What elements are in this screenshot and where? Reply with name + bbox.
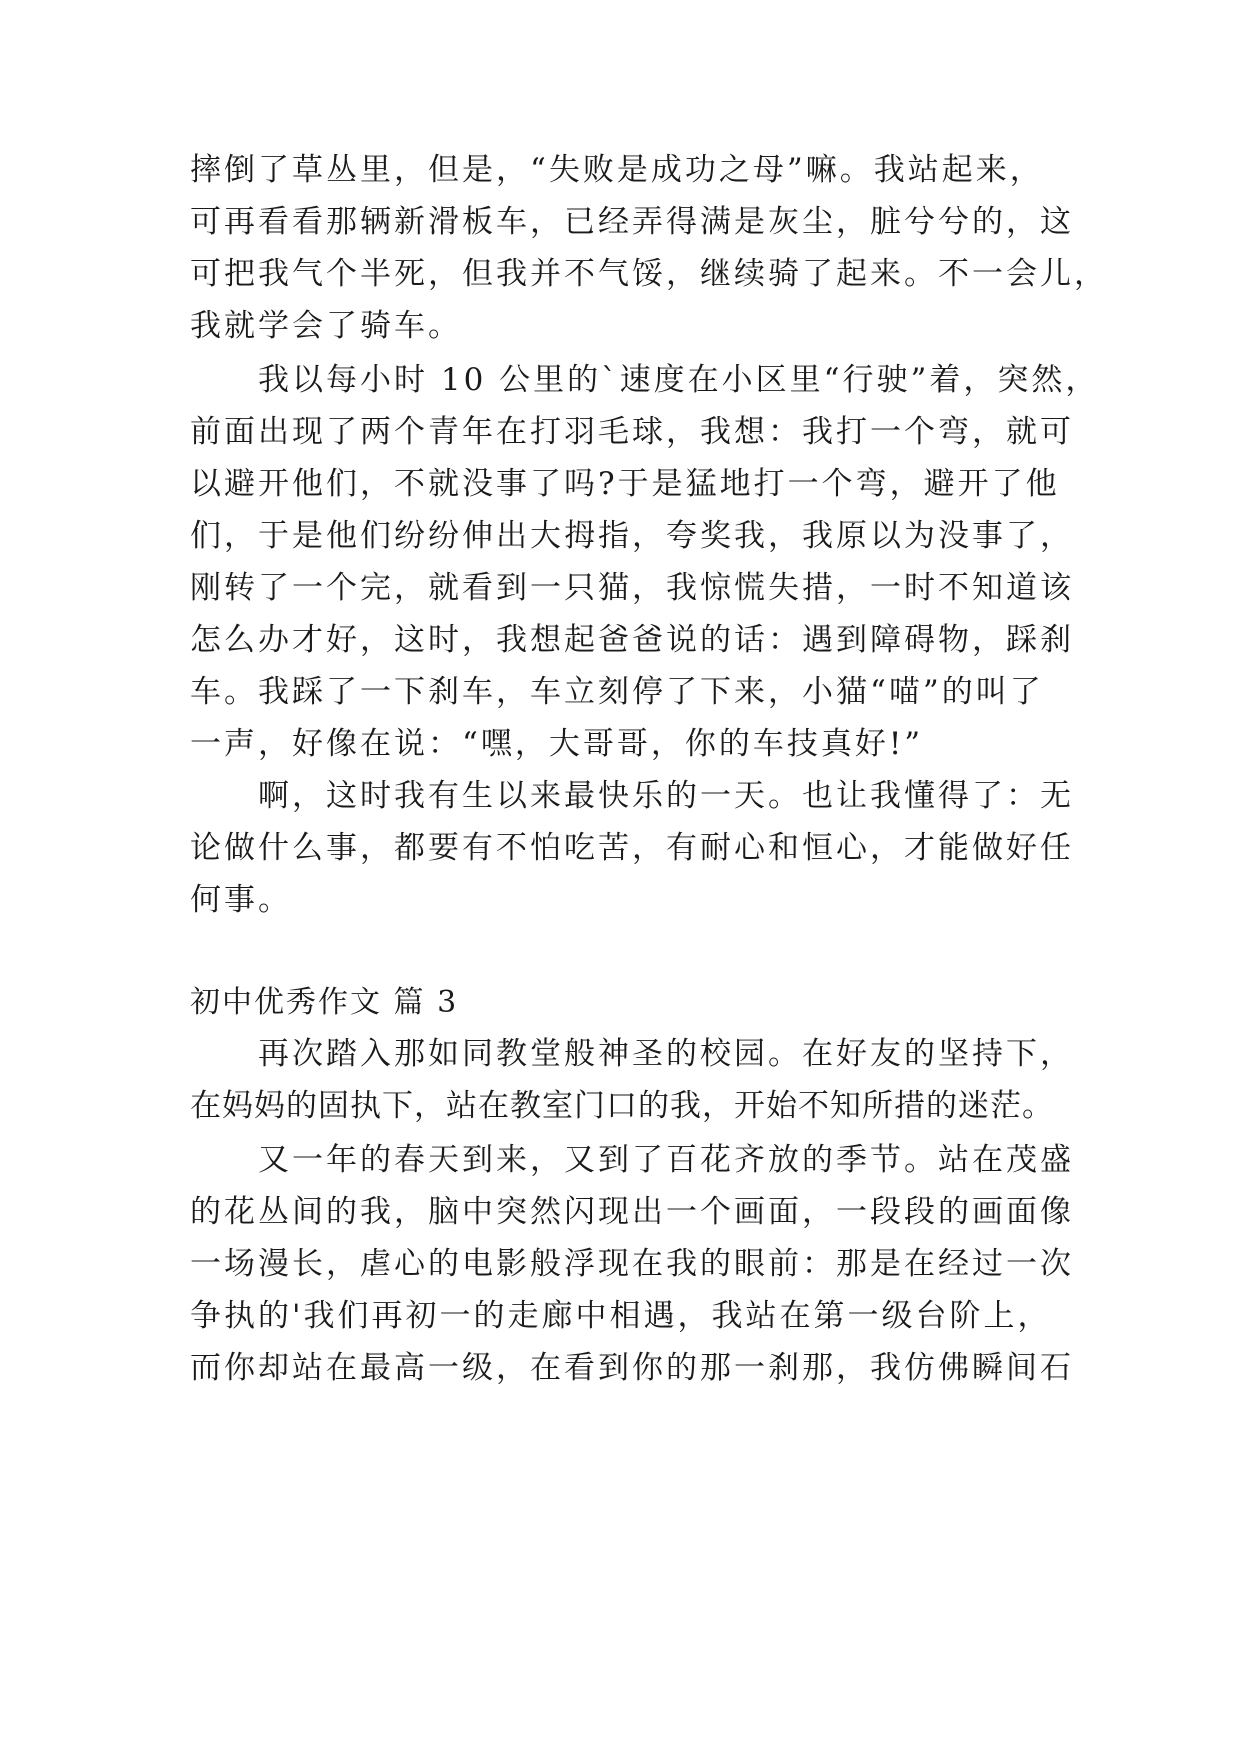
paragraph-line: 论做什么事，都要有不怕吃苦，有耐心和恒心，才能做好任 [190,830,1074,866]
paragraph-line: 我就学会了骑车。 [190,308,462,344]
paragraph-line: 可再看看那辆新滑板车，已经弄得满是灰尘，脏兮兮的，这 [190,204,1074,240]
paragraph-line: 一场漫长，虐心的电影般浮现在我的眼前：那是在经过一次 [190,1246,1074,1282]
paragraph-line: 车。我踩了一下刹车，车立刻停了下来，小猫“喵”的叫了 [190,674,1044,710]
paragraph-line: 们，于是他们纷纷伸出大拇指，夸奖我，我原以为没事了， [190,518,1074,554]
paragraph-line: 摔倒了草丛里，但是，“失败是成功之母”嘛。我站起来， [190,152,1044,188]
paragraph-line: 再次踏入那如同教堂般神圣的校园。在好友的坚持下， [258,1036,1074,1072]
paragraph-line: 可把我气个半死，但我并不气馁，继续骑了起来。不一会儿， [190,256,1108,292]
paragraph-line: 争执的'我们再初一的走廊中相遇，我站在第一级台阶上， [190,1298,1052,1334]
paragraph-line: 在妈妈的固执下，站在教室门口的我，开始不知所措的迷茫。 [190,1088,1054,1124]
paragraph-line: 的花丛间的我，脑中突然闪现出一个画面，一段段的画面像 [190,1194,1074,1230]
paragraph-line: 我以每小时 10 公里的`速度在小区里“行驶”着，突然， [258,362,1100,398]
paragraph-line: 又一年的春天到来，又到了百花齐放的季节。站在茂盛 [258,1142,1074,1178]
section-heading: 初中优秀作文 篇 3 [190,985,459,1020]
paragraph-line: 前面出现了两个青年在打羽毛球，我想：我打一个弯，就可 [190,414,1074,450]
paragraph-line: 啊，这时我有生以来最快乐的一天。也让我懂得了：无 [258,778,1074,814]
paragraph-line: 怎么办才好，这时，我想起爸爸说的话：遇到障碍物，踩刹 [190,622,1074,658]
paragraph-line: 刚转了一个完，就看到一只猫，我惊慌失措，一时不知道该 [190,570,1074,606]
paragraph-line: 以避开他们，不就没事了吗?于是猛地打一个弯，避开了他 [190,466,1060,502]
paragraph-line: 何事。 [190,882,292,918]
paragraph-line: 一声，好像在说：“嘿，大哥哥，你的车技真好!” [190,726,924,762]
paragraph-line: 而你却站在最高一级，在看到你的那一刹那，我仿佛瞬间石 [190,1350,1074,1386]
